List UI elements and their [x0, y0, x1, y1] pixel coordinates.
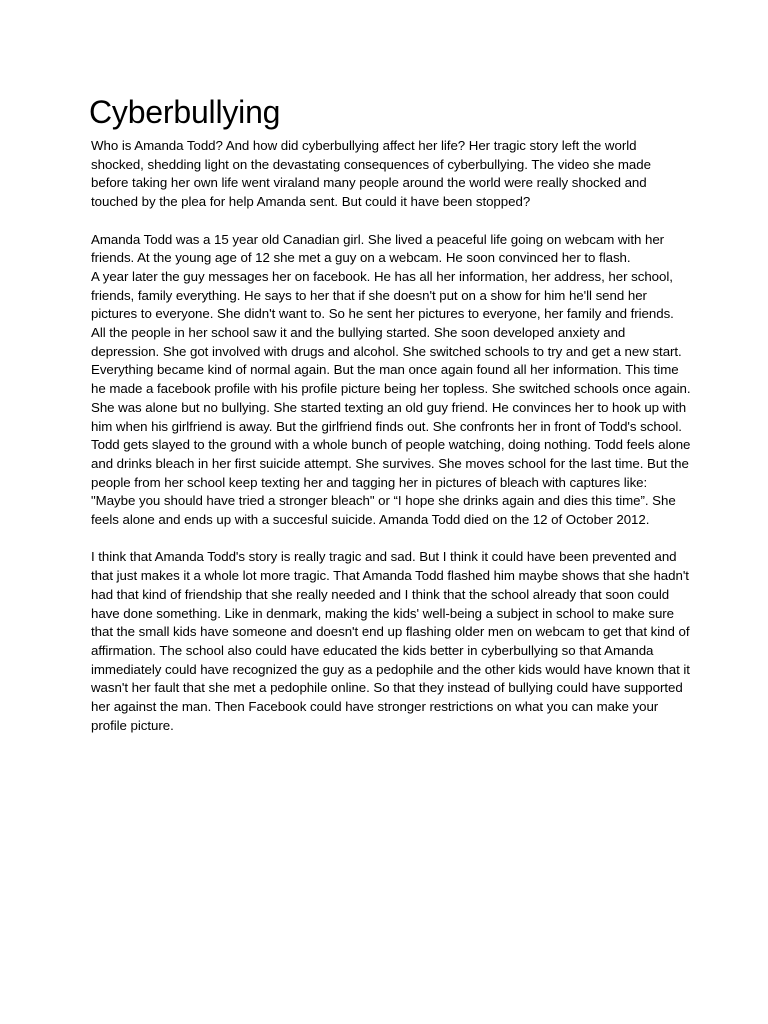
- paragraph-intro: Who is Amanda Todd? And how did cyberbullying affect her life? Her tragic story left the world shocked, shedding light on the devastating consequences of cyberbullying. The video she made before taking her own life went viraland many people around the world were really shocked and touched by the plea for help Amanda sent. But could it have been stopped?: [91, 138, 651, 210]
- document-body: [91, 92, 691, 735]
- paragraph-spacer: [91, 212, 691, 231]
- paragraph-opinion: I think that Amanda Todd's story is really tragic and sad. But I think it could have been prevented and that just makes it a whole lot more tragic. That Amanda Todd flashed him maybe shows that she hadn't had that kind of friendship that she really needed and I think that the school already that soon could have done something. Like in denmark, making the kids' well-being a subject in school to make sure that the small kids have someone and doesn't end up flashing older men on webcam to get that kind of affirmation. The school also could have educated the kids better in cyberbullying so that Amanda immediately could have recognized the guy as a pedophile and the other kids would have known that it wasn't her fault that she met a pedophile online. So that they instead of bullying could have supported her against the man. Then Facebook could have stronger restrictions on what you can make your profile picture.: [91, 549, 690, 733]
- paragraph-story: A year later the guy messages her on facebook. He has all her information, her address, her school, friends, family everything. He says to her that if she doesn't put on a show for him he'll send her pictures to everyone. She didn't want to. So he sent her pictures to everyone, her family and friends. All the people in her school saw it and the bullying started. She soon developed anxiety and depression. She got involved with drugs and alcohol. She switched schools to try and get a new start. Everything became kind of normal again. But the man once again found all her information. This time he made a facebook profile with his profile picture being her topless. She switched schools once again. She was alone but no bullying. She started texting an old guy friend. He convinces her to hook up with him when his girlfriend is away. But the girlfriend finds out. She confronts her in front of Todd's school. Todd gets slayed to the ground with a whole bunch of people watching, doing nothing. Todd feels alone and drinks bleach in her first suicide attempt. She survives. She moves school for the last time. But the people from her school keep texting her and tagging her in pictures of bleach with captures like: "Maybe you should have tried a stronger bleach" or “I hope she drinks again and dies this time”. She feels alone and ends up with a succesful suicide. Amanda Todd died on the 12 of October 2012.: [91, 268, 691, 528]
- document-title: Cyberbullying: [89, 94, 281, 130]
- paragraph-spacer: [91, 530, 691, 549]
- paragraph-background: Amanda Todd was a 15 year old Canadian girl. She lived a peaceful life going on webcam with her friends. At the young age of 12 she met a guy on a webcam. He soon convinced her to flash.: [91, 231, 665, 266]
